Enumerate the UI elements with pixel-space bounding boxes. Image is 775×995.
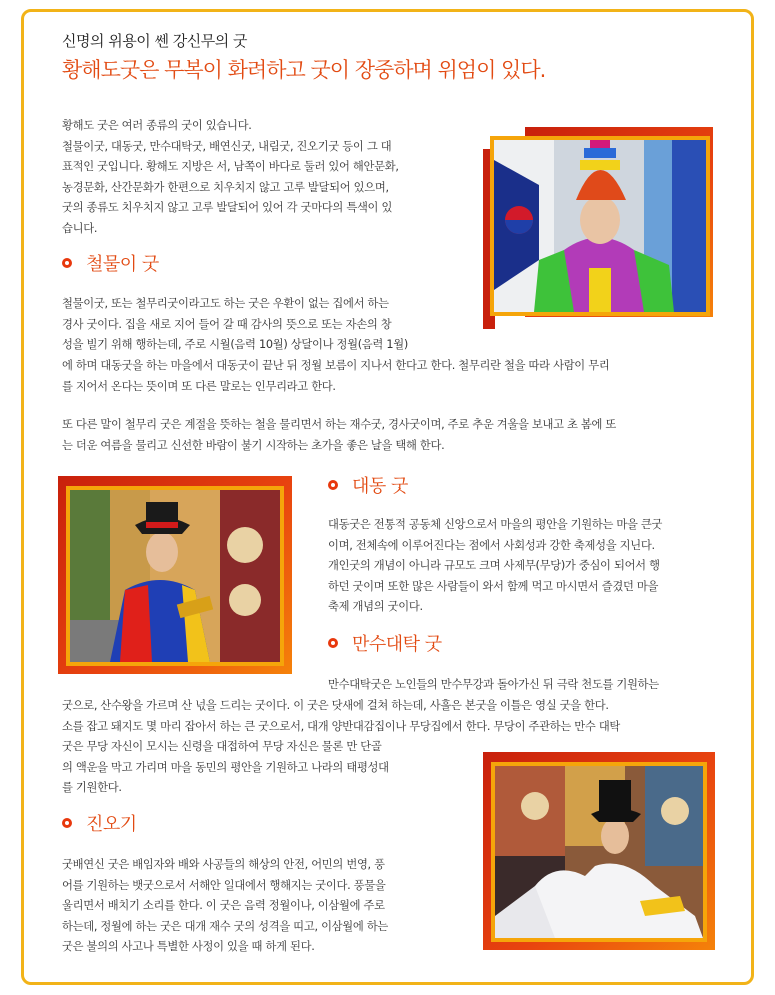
intro-line: 농경문화, 산간문화가 한편으로 치우치지 않고 고루 발달되어 있으며,	[62, 180, 389, 194]
section-heading-cheolmul: 철물이 굿	[62, 250, 159, 276]
daedong-paragraph: 대동굿은 전통적 공동체 신앙으로서 마을의 평안을 기원하는 마을 큰굿 이며, 전체속에 이루어진다는 점에서 사회성과 강한 축제성을 지닌다. 개인굿의 개념이 아니라 규모도 크며 사제무(무당)가 중심이 되어서 행 하던 굿이며 또한 많은 사람들이 와서 함께 먹고 마시면서 즐겼던 마을 축제 개념의 굿이다.	[328, 518, 663, 613]
shaman-crown-illustration	[494, 140, 706, 312]
bullet-icon	[62, 258, 72, 268]
intro-line: 황해도 굿은 여러 종류의 굿이 있습니다.	[62, 119, 252, 132]
section-heading-jinogi: 진오기	[62, 810, 137, 836]
intro-line: 습니다.	[62, 221, 98, 235]
bullet-icon	[328, 638, 338, 648]
bullet-icon	[328, 480, 338, 490]
cheolmul-paragraph-2: 또 다른 말이 철무리 굿은 계절을 뜻하는 철을 물리면서 하는 재수굿, 경사굿이며, 주로 추운 겨울을 보내고 초 봄에 또 는 더운 여름을 물리고 신선한 바람이 불기 시작하는 초가을 좋은 날을 택해 한다.	[62, 418, 617, 452]
shaman-fan-photo	[58, 476, 292, 674]
mansu-first-line: 만수대탁굿은 노인들의 만수무강과 돌아가신 뒤 극락 천도를 기원하는	[328, 678, 659, 691]
mansu-paragraph-wide: 굿으로, 산수왕을 가르며 산 넋을 드리는 굿이다. 이 굿은 닷새에 걸쳐 하는데, 사흘은 본굿을 이틀은 영실 굿을 한다. 소를 잡고 돼지도 몇 마리 잡아서 하는 큰 굿으로서, 대개 양반대감집이나 무당집에서 한다. 무당이 주관하는 만수 대탁	[62, 699, 621, 733]
shaman-white-robe-photo	[483, 752, 715, 950]
jinogi-paragraph: 굿배연신 굿은 배임자와 배와 사공들의 해상의 안전, 어민의 번영, 풍 어를 기원하는 뱃굿으로서 서해안 일대에서 행해지는 굿이다. 풍물을 울리면서 배치기 소리를 한다. 이 굿은 음력 정월이나, 이삼월에 주로 하는데, 정월에 하는 굿은 대개 재수 굿의 성격을 띠고, 이삼월에 하는 굿은 불의의 사고나 특별한 사정이 있을 때 하게 된다.	[62, 858, 389, 953]
intro-line: 철물이굿, 대동굿, 만수대탁굿, 배연신굿, 내림굿, 진오기굿 등이 그 대	[62, 139, 392, 153]
bullet-icon	[62, 818, 72, 828]
intro-paragraph	[62, 116, 472, 239]
intro-line: 표적인 굿입니다. 황해도 지방은 서, 남쪽이 바다로 둘러 있어 해안문화,	[62, 160, 399, 173]
cheolmul-paragraph-wide: 에 하며 대동굿을 하는 마을에서 대동굿이 끝난 뒤 정월 보름이 지나서 한다고 한다. 철무리란 철을 따라 사람이 무리 를 지어서 온다는 뜻이며 또 다른 말로는 인무리라고 한다.	[62, 359, 610, 393]
mansu-paragraph-narrow: 굿은 무당 자신이 모시는 신령을 대접하여 무당 자신은 물론 만 단골 의 액운을 막고 가리며 마을 동민의 평안을 기원하고 나라의 태평성대 를 기원한다.	[62, 740, 389, 794]
shaman-white-robe-illustration	[495, 766, 703, 938]
section-heading-mansu: 만수대탁 굿	[328, 630, 442, 656]
cheolmul-paragraph-narrow: 철물이굿, 또는 철무리굿이라고도 하는 굿은 우환이 없는 집에서 하는 경사 굿이다. 집을 새로 지어 들어 갈 때 감사의 뜻으로 또는 자손의 창 성을 빌기 위해 행하는데, 주로 시월(음력 10월) 상달이나 정월(음력 1월)	[62, 297, 408, 351]
page-subtitle: 신명의 위용이 쎈 강신무의 굿	[62, 32, 247, 50]
intro-line: 굿의 종류도 치우치지 않고 고루 발달되어 있어 각 굿마다의 특색이 있	[62, 201, 393, 214]
page-title: 황해도굿은 무복이 화려하고 굿이 장중하며 위엄이 있다.	[62, 58, 546, 82]
shaman-fan-illustration	[70, 490, 280, 662]
section-heading-daedong: 대동 굿	[328, 472, 408, 498]
shaman-crown-photo	[483, 127, 713, 329]
